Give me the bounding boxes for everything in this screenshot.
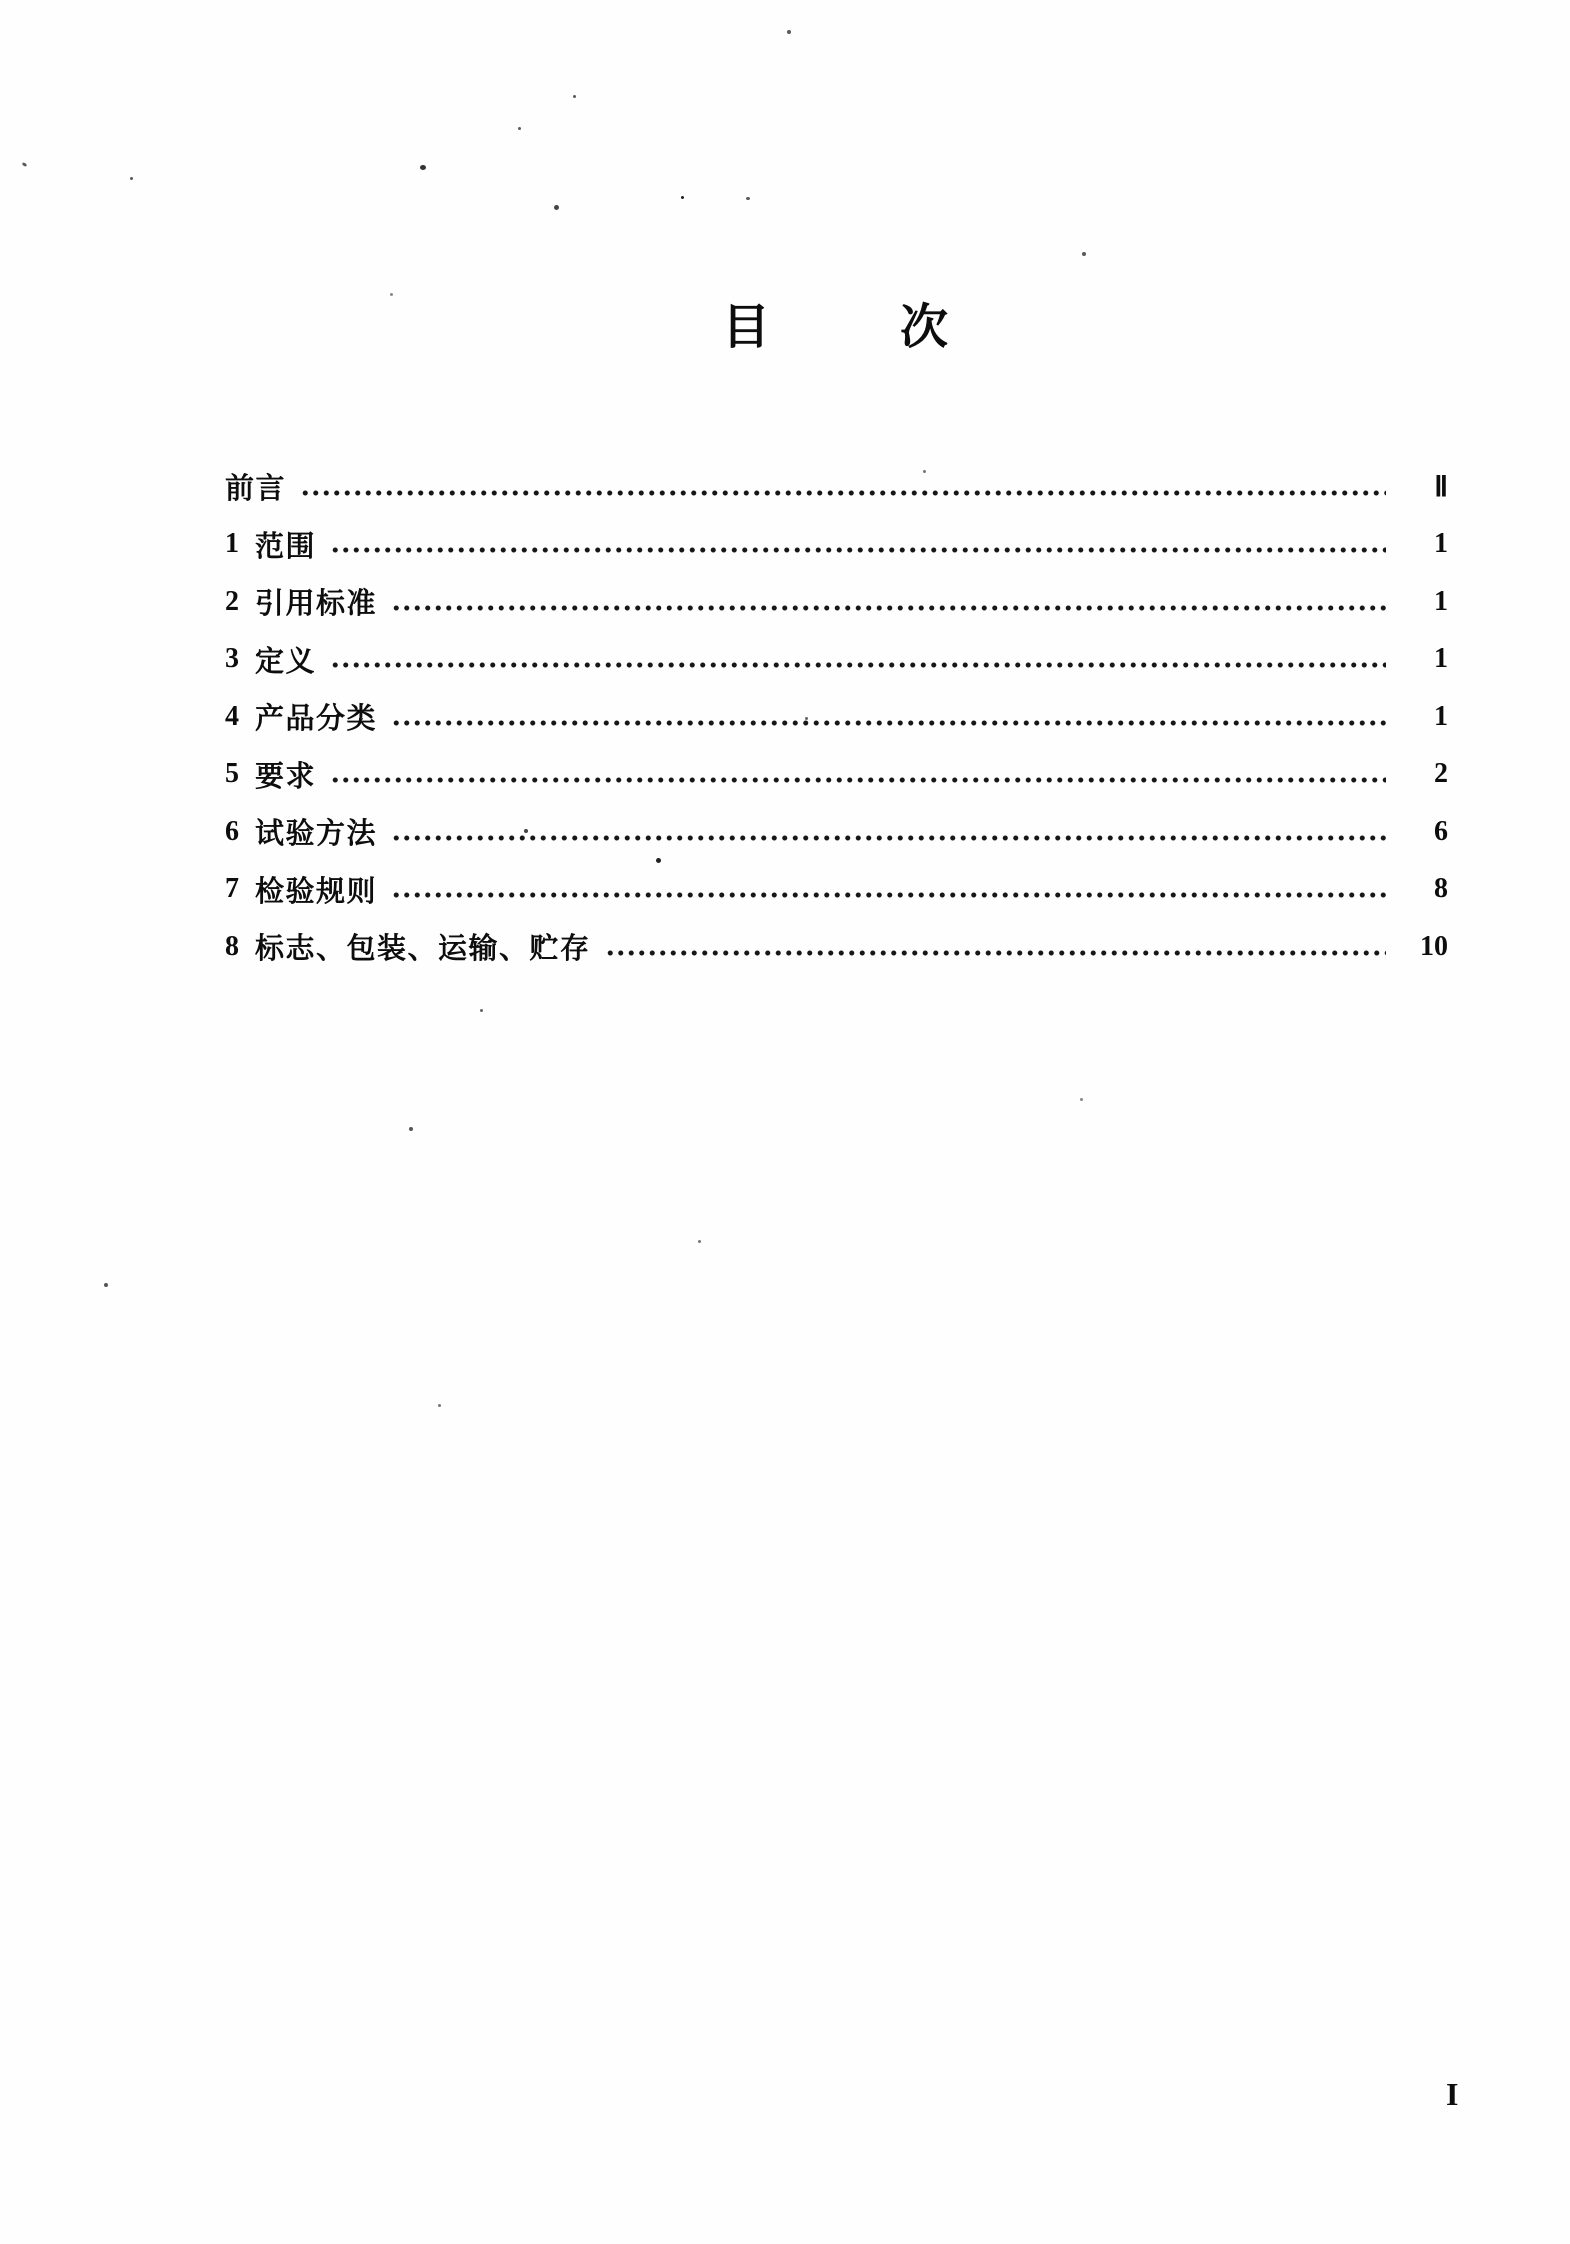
toc-entry-number: 1 [225,528,239,560]
scan-speck [573,95,576,98]
toc-entry-label: 试验方法 [255,818,378,851]
toc-entry-number: 8 [225,930,239,962]
toc-entry-label: 要求 [255,760,317,793]
toc-entry-label: 前言 [225,473,287,506]
scan-speck [390,293,393,296]
dot-leader [330,660,1386,670]
toc-entry-number: 7 [225,873,239,905]
scan-speck [787,30,791,34]
dot-leader [391,718,1386,728]
scan-speck [130,177,133,180]
scan-speck [805,717,808,720]
scan-speck [524,829,528,833]
scan-speck [420,165,426,170]
dot-leader [330,545,1386,555]
scan-speck [1080,1098,1083,1101]
scan-speck [656,858,661,863]
toc-entry-label: 定义 [255,645,317,678]
scan-speck [480,1009,483,1012]
scan-speck [698,1240,701,1243]
toc-entry-1 [225,516,1448,574]
scan-speck [409,1127,413,1131]
toc-entry-page: 6 [1434,815,1448,847]
dot-leader [605,948,1386,958]
scan-speck [681,196,684,199]
toc-entry-label: 引用标准 [255,588,378,621]
toc-entry-label: 范围 [255,530,317,563]
toc-entry-label: 检验规则 [255,875,378,908]
dot-leader [391,603,1386,613]
toc-entry-page: 8 [1434,873,1448,905]
toc-entry-2 [225,573,1448,631]
scan-speck [746,197,750,200]
toc-entry-7 [225,861,1448,919]
dot-leader [300,488,1386,498]
scan-speck [518,127,521,130]
toc-entry-page: 10 [1420,930,1448,962]
toc-entry-page: 1 [1434,700,1448,732]
dot-leader [391,890,1386,900]
scan-speck [923,470,926,473]
folio-page-number: I [1446,2076,1459,2112]
toc-entry-number: 3 [225,643,239,675]
dot-leader [330,775,1386,785]
toc-entry-page: 1 [1434,585,1448,617]
dot-leader [391,833,1386,843]
toc-entry-4 [225,688,1448,746]
toc-entry-number: 4 [225,700,239,732]
toc-entry-number: 6 [225,815,239,847]
toc-entry-8 [225,918,1448,976]
page-title: 目次 [722,301,1079,355]
scan-speck [104,1283,108,1287]
toc-entry-label: 标志、包装、运输、贮存 [255,933,591,966]
toc-entry-label: 产品分类 [255,703,378,736]
toc-entry-page: Ⅱ [1434,471,1448,503]
toc-entry-number: 2 [225,585,239,617]
toc-entry-page: 1 [1434,528,1448,560]
toc-entry-page: 2 [1434,758,1448,790]
scan-speck [438,1404,441,1407]
scan-speck [554,205,559,210]
scan-speck [1082,252,1086,256]
toc-entry-5 [225,746,1448,804]
toc-entry-6 [225,803,1448,861]
toc-entry-number: 5 [225,758,239,790]
toc-entry-foreword [225,458,1448,516]
toc-entry-page: 1 [1434,643,1448,675]
table-of-contents [225,458,1448,976]
toc-entry-3 [225,631,1448,689]
scan-speck [22,162,28,167]
